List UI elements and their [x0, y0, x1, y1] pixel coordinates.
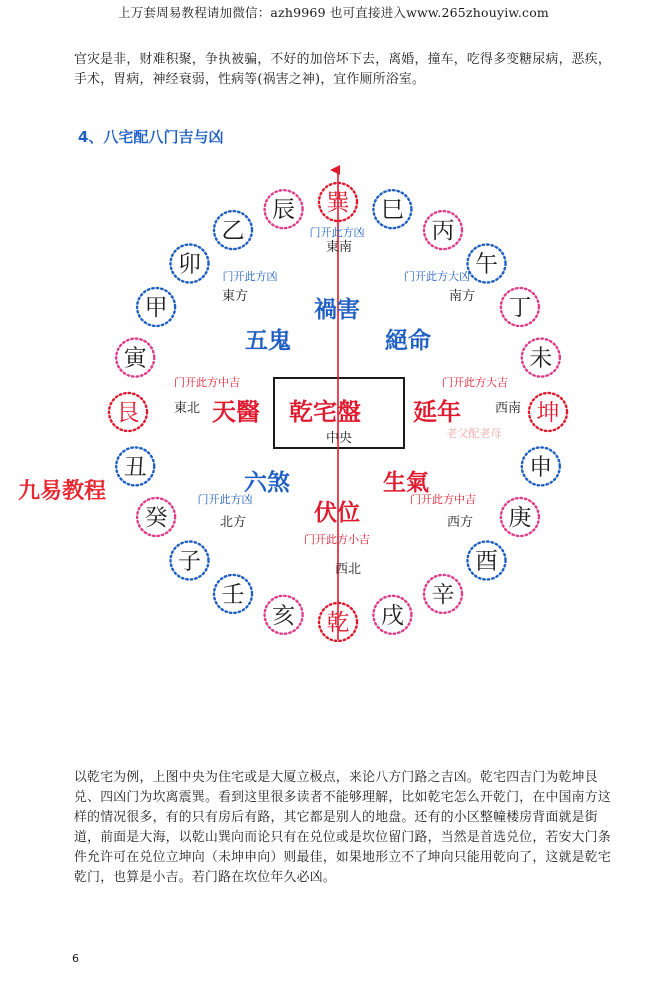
ring-char: 癸	[144, 505, 168, 531]
note-south: 门开此方大凶	[404, 270, 470, 283]
body-paragraph: 以乾宅为例，上图中央为住宅或是大厦立极点，来论八方门路之吉凶。乾宅四吉门为乾坤艮兑、四凶门为坎离震巽。看到这里很多读者不能够理解，比如乾宅怎么开乾门，在中国南方这样的情况很多，有的只有房后有路，其它都是别人的地盘。还有的小区整幢楼房背面就是街道，前面是大海，以乾山巽向而论只有在兑位或是坎位留门路，当然是首选兑位，若安大门条件允许可在兑位立坤向（未坤申向）则最佳，如果地形立不了坤向只能用乾向了，这就是乾宅乾门，也算是小吉。若门路在坎位年久必凶。	[74, 770, 611, 885]
bazhai-diagram	[0, 150, 667, 670]
dir-north: 北方	[219, 515, 247, 530]
star-tianyi: 天醫	[212, 398, 260, 426]
ring-char: 申	[529, 454, 553, 481]
ring-char: 辛	[431, 581, 455, 608]
section-heading: 4、八宅配八门吉与凶	[78, 128, 224, 146]
ring-char: 丁	[508, 295, 532, 321]
dir-south: 南方	[448, 289, 476, 304]
dir-southwest: 西南	[494, 401, 522, 416]
star-shengqi: 生氣	[383, 470, 429, 496]
center-title: 乾宅盤	[289, 398, 361, 426]
dir-west: 西方	[446, 515, 474, 530]
ring-char: 寅	[123, 345, 147, 372]
star-jueming: 絕命	[385, 328, 431, 354]
note-west: 门开此方中吉	[410, 493, 476, 506]
ring-char: 卯	[178, 251, 201, 278]
intro-paragraph: 官灾是非，财难积聚，争执被骗，不好的加倍坏下去，离婚，撞车，吃得多变糖尿病，恶疾，手术，胃病，神经衰弱，性病等(祸害之神)，宜作厕所浴室。	[74, 52, 611, 87]
note-southeast: 门开此方凶	[309, 226, 365, 239]
ring-char: 酉	[475, 548, 498, 575]
ring-char: 亥	[272, 602, 296, 629]
ring-char: 巳	[380, 197, 404, 224]
ring-char: 戌	[380, 602, 404, 629]
note-southwest: 门开此方大吉	[442, 376, 508, 389]
star-wugui: 五鬼	[245, 328, 291, 354]
ring-char: 丑	[123, 454, 147, 481]
star-yannian: 延年	[413, 398, 461, 426]
dir-northeast: 東北	[173, 401, 201, 416]
ring-char: 乙	[221, 218, 245, 245]
ring-char: 坤	[536, 400, 560, 426]
note-northwest: 门开此方小吉	[304, 533, 370, 546]
ring-char: 乾	[326, 610, 350, 636]
ring-char: 甲	[144, 295, 168, 321]
star-fuwei: 伏位	[314, 500, 360, 526]
note-east: 门开此方凶	[222, 270, 278, 283]
dir-southeast: 東南	[325, 240, 353, 255]
star-liusha: 六煞	[244, 470, 290, 496]
dir-northwest: 西北	[334, 562, 362, 577]
note-north: 门开此方凶	[197, 493, 253, 506]
ring-char: 未	[529, 345, 553, 372]
ring-char: 丙	[431, 218, 455, 245]
ring-char: 巽	[326, 190, 350, 216]
ring-char: 壬	[221, 581, 245, 608]
pairing-note: 老父配老母	[446, 427, 502, 440]
watermark-logo: 九易教程	[17, 479, 107, 504]
page-header: 上万套周易教程请加微信：azh9969 也可直接进入www.265zhouyiw.com	[118, 5, 549, 20]
ring-char: 子	[178, 548, 201, 575]
dir-east: 東方	[221, 289, 249, 304]
ring-char: 艮	[116, 400, 140, 426]
note-northeast: 门开此方中吉	[174, 376, 240, 389]
center-subtitle: 中央	[325, 431, 353, 446]
ring-char: 午	[475, 251, 498, 278]
ring-char: 辰	[272, 197, 296, 224]
ring-char: 庚	[508, 505, 532, 531]
star-huohai: 禍害	[314, 297, 360, 323]
page-number: 6	[72, 952, 79, 965]
